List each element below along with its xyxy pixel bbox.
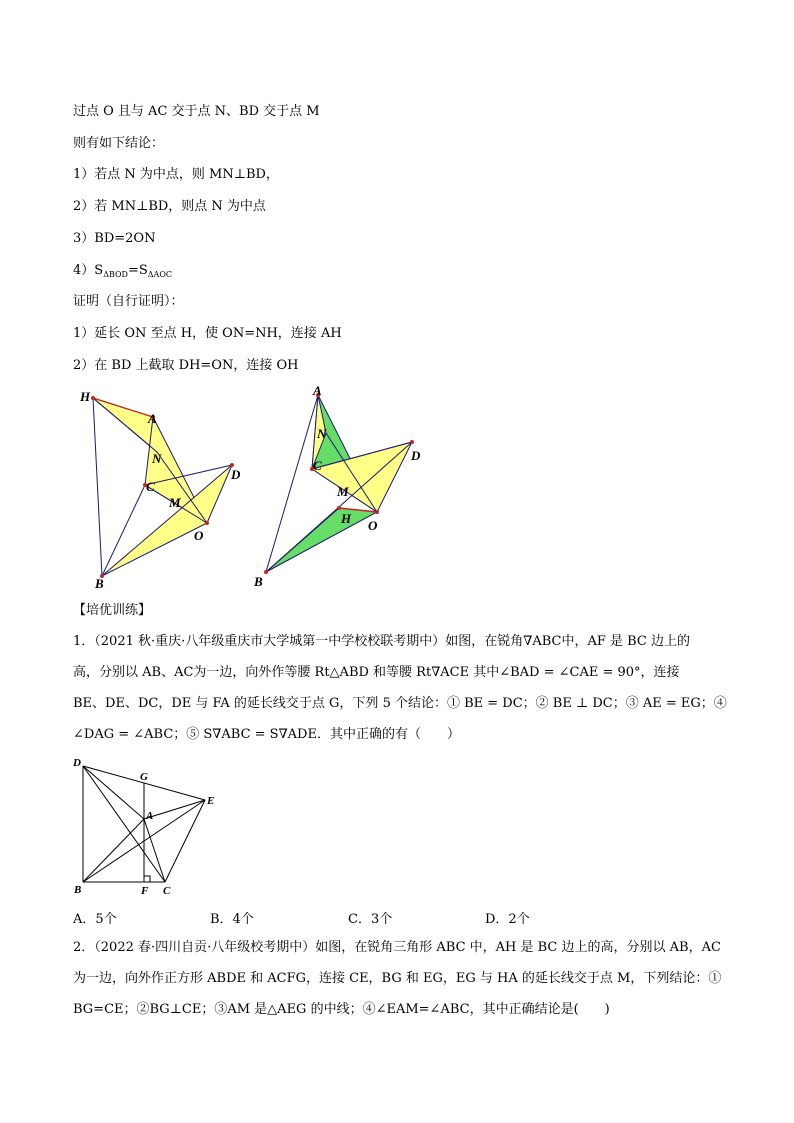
q1-label-e: E	[207, 795, 215, 807]
fig1-edge-hb	[93, 398, 102, 576]
proof-step-1: 1）延长 ON 至点 H，使 ON=NH，连接 AH	[73, 326, 342, 341]
q1-line-1: 1．（2021 秋·重庆·八年级重庆市大学城第一中学校校联考期中）如图，在锐角∇ABC中，AF 是 BC 边上的	[73, 634, 691, 649]
fig2-label-c: C	[313, 458, 322, 473]
conclusion-3: 3）BD=2ON	[73, 231, 156, 246]
fig1-label-n: N	[152, 451, 162, 466]
q1-edge-ce	[165, 800, 205, 882]
conclusion-2: 2）若 MN⊥BD，则点 N 为中点	[73, 199, 266, 214]
fig2-green-lower	[266, 508, 377, 572]
figures-svg	[0, 375, 794, 600]
fig1-label-d: D	[231, 467, 241, 482]
q2-line-1: 2．（2022 春·四川自贡·八年级校考期中）如图，在锐角三角形 ABC 中，AH 是 BC 边上的高，分别以 AB，AC	[73, 940, 721, 955]
fig2-label-b: B	[254, 574, 263, 589]
section-title: 【培优训练】	[73, 603, 152, 618]
q1-edge-da	[83, 766, 144, 819]
fig2-point-b	[264, 570, 268, 574]
fig1-label-o: O	[194, 528, 204, 543]
q1-line-3: BE、DE、DC，DE 与 FA 的延长线交于点 G，下列 5 个结论：① BE = DC；② BE ⊥ DC；③ AE = EG；④	[73, 696, 727, 711]
fig1-label-c: C	[146, 479, 155, 494]
fig2-point-d	[410, 440, 414, 444]
q2-line-2: 为一边，向外作正方形 ABDE 和 ACFG，连接 CE，BG 和 EG，EG 与 HA 的延长线交于点 M，下列结论：①	[73, 971, 722, 986]
q2-line-3: BG=CE；②BG⊥CE；③AM 是△AEG 的中线；④∠EAM=∠ABC，其中正确结论是( )	[73, 1002, 610, 1017]
fig2-label-m: M	[337, 484, 349, 499]
fig2-point-o	[375, 510, 379, 514]
intro-line-2: 则有如下结论：	[73, 136, 165, 151]
fig1-label-b: B	[95, 576, 104, 591]
proof-title: 证明（自行证明）：	[73, 294, 184, 309]
q1-label-a: A	[146, 810, 154, 822]
conclusion-4: $4)S_{\Delta BOD}=S_{\Delta AOC}$	[73, 263, 173, 279]
proof-step-2: 2）在 BD 上截取 DH=ON，连接 OH	[73, 358, 299, 373]
q1-option-a[interactable]: A．5个	[73, 912, 117, 927]
fig1-label-h: H	[80, 389, 91, 404]
fig2-label-h: H	[341, 511, 352, 526]
q1-line-4: ∠DAG = ∠ABC；⑤ S∇ABC = S∇ADE．其中正确的有（ ）	[73, 727, 460, 742]
fig2-label-n: N	[317, 426, 327, 441]
q1-edge-dc	[83, 766, 165, 882]
fig1-label-a: A	[148, 411, 157, 426]
conclusion-1: 1）若点 N 为中点，则 MN⊥BD，	[73, 167, 279, 182]
q1-edge-ba	[83, 819, 144, 882]
q1-label-b: B	[74, 884, 82, 896]
q1-option-d[interactable]: D．2个	[485, 912, 530, 927]
fig1-point-o	[205, 521, 209, 525]
fig1-label-m: M	[169, 495, 181, 510]
fig2-label-a: A	[313, 383, 322, 398]
q1-right-angle-mark	[144, 876, 150, 882]
q1-label-c: C	[163, 885, 171, 897]
q1-line-2: 高，分别以 AB、AC为一边，向外作等腰 Rt△ABD 和等腰 Rt∇ACE 其中∠BAD = ∠CAE = 90°，连接	[73, 665, 680, 680]
figure-2	[253, 383, 421, 589]
q1-option-b[interactable]: B．4个	[210, 912, 254, 927]
fig2-label-d: D	[411, 448, 421, 463]
q1-label-g: G	[140, 771, 148, 783]
q1-option-c[interactable]: C．3个	[348, 912, 393, 927]
fig1-point-h	[91, 396, 95, 400]
q1-label-d: D	[73, 757, 81, 769]
fig2-point-h	[337, 506, 341, 510]
q1-label-f: F	[141, 885, 149, 897]
fig2-label-o: O	[368, 518, 378, 533]
intro-line-1: 过点 O 且与 AC 交于点 N、BD 交于点 M	[73, 104, 320, 119]
figure-1	[79, 389, 241, 591]
q1-figure	[66, 752, 226, 900]
